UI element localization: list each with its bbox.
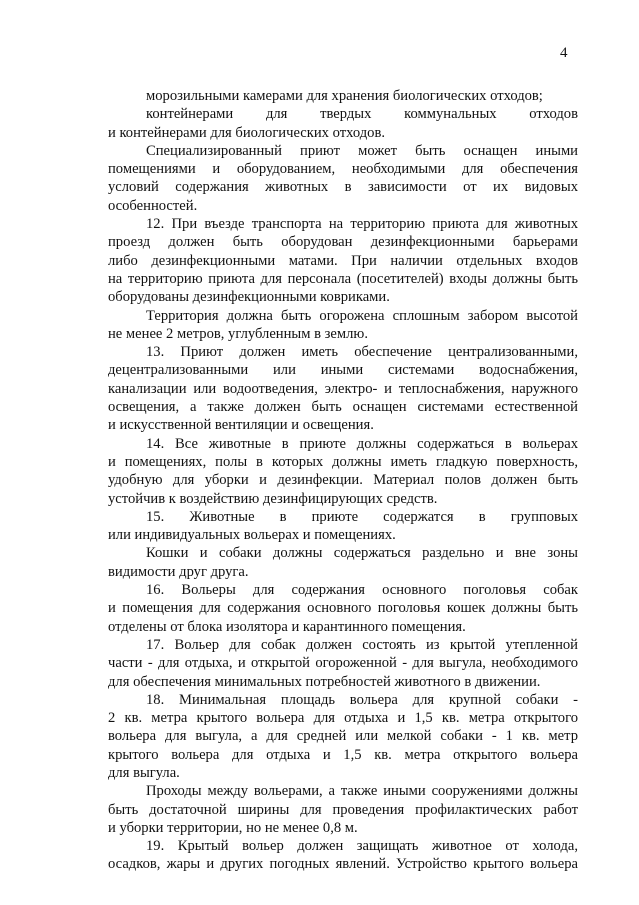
text-line: помещениями и оборудованием, необходимыми для обеспечения [108, 161, 578, 178]
text-line: на территорию приюта для персонала (посетителей) входы должны быть [108, 270, 578, 287]
text-line: отделены от блока изолятора и карантинного помещения. [108, 618, 466, 635]
document-body [108, 87, 578, 874]
text-line: или индивидуальных вольерах и помещениях. [108, 527, 396, 544]
text-line: видимости друг друга. [108, 563, 249, 580]
text-line: 12. При въезде транспорта на территорию приюта для животных [146, 216, 578, 233]
text-line: и контейнерами для биологических отходов. [108, 124, 385, 141]
text-line: Кошки и собаки должны содержаться раздельно и вне зоны [146, 545, 578, 562]
text-line: канализации или водоотведения, электро- и теплоснабжения, наружного [108, 380, 578, 397]
text-line: 19. Крытый вольер должен защищать животное от холода, [146, 838, 578, 855]
text-line: осадков, жары и других погодных явлений. Устройство крытого вольера [108, 856, 578, 873]
text-line: и уборки территории, но не менее 0,8 м. [108, 819, 358, 836]
text-line: для выгула. [108, 764, 180, 781]
text-line: 2 кв. метра крытого вольера для отдыха и 1,5 кв. метра открытого [108, 710, 578, 727]
text-line: и искусственной вентиляции и освещения. [108, 417, 374, 434]
text-line: и помещениях, полы в которых должны иметь гладкую поверхность, [108, 453, 578, 470]
text-line: 16. Вольеры для содержания основного поголовья собак [146, 582, 578, 599]
text-line: 13. Приют должен иметь обеспечение централизованными, [146, 344, 578, 361]
text-line: условий содержания животных в зависимости от их видовых [108, 179, 578, 196]
text-line: удобную для уборки и дезинфекции. Материал полов должен быть [108, 472, 578, 489]
text-line: Территория должна быть огорожена сплошным забором высотой [146, 307, 578, 324]
text-line: Специализированный приют может быть оснащен иными [146, 142, 578, 159]
text-line: части - для отдыха, и открытой огороженной - для выгула, необходимого [108, 655, 578, 672]
page-number: 4 [560, 45, 568, 61]
text-line: либо дезинфекционными матами. При наличии отдельных входов [108, 252, 578, 269]
text-line: 14. Все животные в приюте должны содержаться в вольерах [146, 435, 578, 452]
text-line: проезд должен быть оборудован дезинфекционными барьерами [108, 234, 578, 251]
text-line: 15. Животные в приюте содержатся в групповых [146, 508, 578, 525]
text-line: и помещения для содержания основного поголовья кошек должны быть [108, 600, 578, 617]
text-line: 17. Вольер для собак должен состоять из крытой утепленной [146, 636, 578, 653]
text-line: особенностей. [108, 197, 198, 214]
text-line: освещения, а также должен быть оснащен системами естественной [108, 399, 578, 416]
text-line: Проходы между вольерами, а также иными сооружениями должны [146, 783, 578, 800]
text-line: устойчив к воздействию дезинфицирующих средств. [108, 490, 438, 507]
text-line: быть достаточной ширины для проведения профилактических работ [108, 801, 578, 818]
text-line: оборудованы дезинфекционными ковриками. [108, 289, 390, 306]
text-line: крытого вольера для отдыха и 1,5 кв. метра открытого вольера [108, 746, 578, 763]
text-line: морозильными камерами для хранения биологических отходов; [146, 88, 543, 104]
text-line: 18. Минимальная площадь вольера для крупной собаки - [146, 691, 578, 708]
text-line: децентрализованными или иными системами водоснабжения, [108, 362, 578, 379]
text-line: не менее 2 метров, углубленным в землю. [108, 325, 368, 342]
text-line: вольера для выгула, а для средней или мелкой собаки - 1 кв. метр [108, 728, 578, 745]
text-line: контейнерами для твердых коммунальных отходов [146, 106, 578, 123]
text-line: для обеспечения минимальных потребностей животного в движении. [108, 673, 541, 690]
